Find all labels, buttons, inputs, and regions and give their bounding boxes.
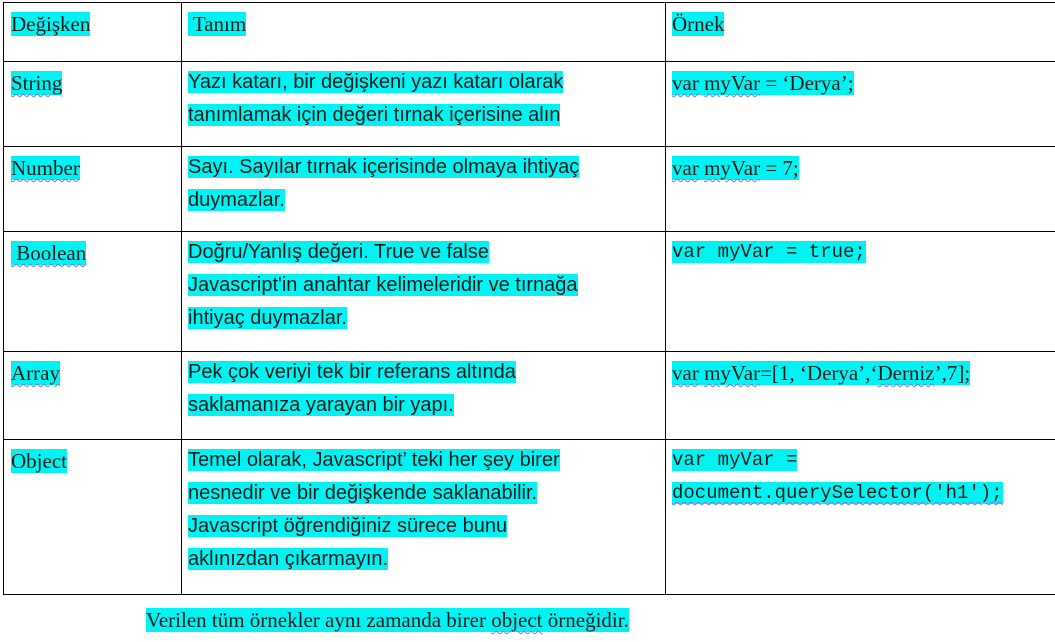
header-label-degisken: Değişken (11, 12, 91, 36)
example-cell (666, 440, 1055, 595)
type-label-string: String (11, 71, 63, 95)
footer-note-after: örneğidir. (542, 608, 629, 632)
example-text (672, 361, 970, 385)
example-cell (666, 352, 1055, 440)
desc-line: aklınızdan çıkarmayın. (188, 548, 389, 570)
type-cell (4, 62, 182, 147)
footer-note-before: Verilen tüm örnekler aynı zamanda birer (146, 608, 492, 632)
desc-line: Pek çok veriyi tek bir referans altında (188, 361, 516, 383)
example-misspelled: Derniz (877, 361, 935, 385)
example-text (672, 71, 854, 95)
desc-line: Doğru/Yanlış değeri. True ve false (188, 241, 489, 263)
example-keyword: var (672, 156, 699, 180)
desc-cell (182, 352, 666, 440)
example-code: document.querySelector('h1'); (672, 482, 1003, 504)
example-keyword: var (672, 361, 699, 385)
example-text (672, 156, 799, 180)
example-cell (666, 147, 1055, 232)
table-row-number (4, 147, 1055, 232)
desc-line: nesnedir ve bir değişkende saklanabilir. (188, 482, 538, 504)
example-keyword: var (672, 71, 699, 95)
desc-cell (182, 147, 666, 232)
footer-note-object: object (491, 608, 543, 632)
footer-note-text (146, 608, 629, 632)
header-cell-ornek (666, 3, 1055, 62)
desc-line: Javascript'in anahtar kelimeleridir ve tırnağa (188, 274, 578, 296)
table-row-object (4, 440, 1055, 595)
example-rest: = ‘Derya’; (760, 71, 854, 95)
example-identifier: myVar (704, 361, 761, 385)
table-header-row (4, 3, 1055, 62)
example-rest: = 7; (760, 156, 799, 180)
variables-table (3, 2, 1055, 595)
table-row-array (4, 352, 1055, 440)
desc-line: duymazlar. (188, 189, 285, 211)
desc-cell (182, 232, 666, 352)
desc-line: Sayı. Sayılar tırnak içerisinde olmaya ihtiyaç (188, 156, 580, 178)
desc-line: saklamanıza yarayan bir yapı. (188, 394, 454, 416)
header-label-tanim: Tanım (188, 12, 247, 36)
desc-line: Yazı katarı, bir değişkeni yazı katarı olarak (188, 71, 564, 93)
desc-line: Temel olarak, Javascript’ teki her şey birer (188, 449, 560, 471)
type-cell (4, 352, 182, 440)
desc-line: tanımlamak için değeri tırnak içerisine alın (188, 104, 561, 126)
type-cell (4, 440, 182, 595)
example-rest: ’,7]; (934, 361, 971, 385)
example-code: var myVar = true; (672, 241, 866, 263)
type-cell (4, 147, 182, 232)
table-row-string (4, 62, 1055, 147)
example-identifier: myVar (704, 156, 761, 180)
type-cell (4, 232, 182, 352)
header-cell-tanim (182, 3, 666, 62)
desc-line: ihtiyaç duymazlar. (188, 307, 347, 329)
example-mid: =[1, ‘Derya’,‘ (760, 361, 878, 385)
example-identifier: myVar (704, 71, 761, 95)
header-cell-degisken (4, 3, 182, 62)
example-code: var myVar = (672, 449, 798, 471)
desc-line: Javascript öğrendiğiniz sürece bunu (188, 515, 508, 537)
header-label-ornek: Örnek (672, 12, 725, 36)
type-label-array: Array (11, 361, 60, 385)
type-label-boolean: Boolean (11, 241, 87, 265)
type-label-object: Object (11, 449, 67, 473)
footer-note (146, 604, 629, 636)
type-label-number: Number (11, 156, 80, 180)
desc-cell (182, 62, 666, 147)
desc-cell (182, 440, 666, 595)
example-cell (666, 62, 1055, 147)
table-row-boolean (4, 232, 1055, 352)
example-cell (666, 232, 1055, 352)
